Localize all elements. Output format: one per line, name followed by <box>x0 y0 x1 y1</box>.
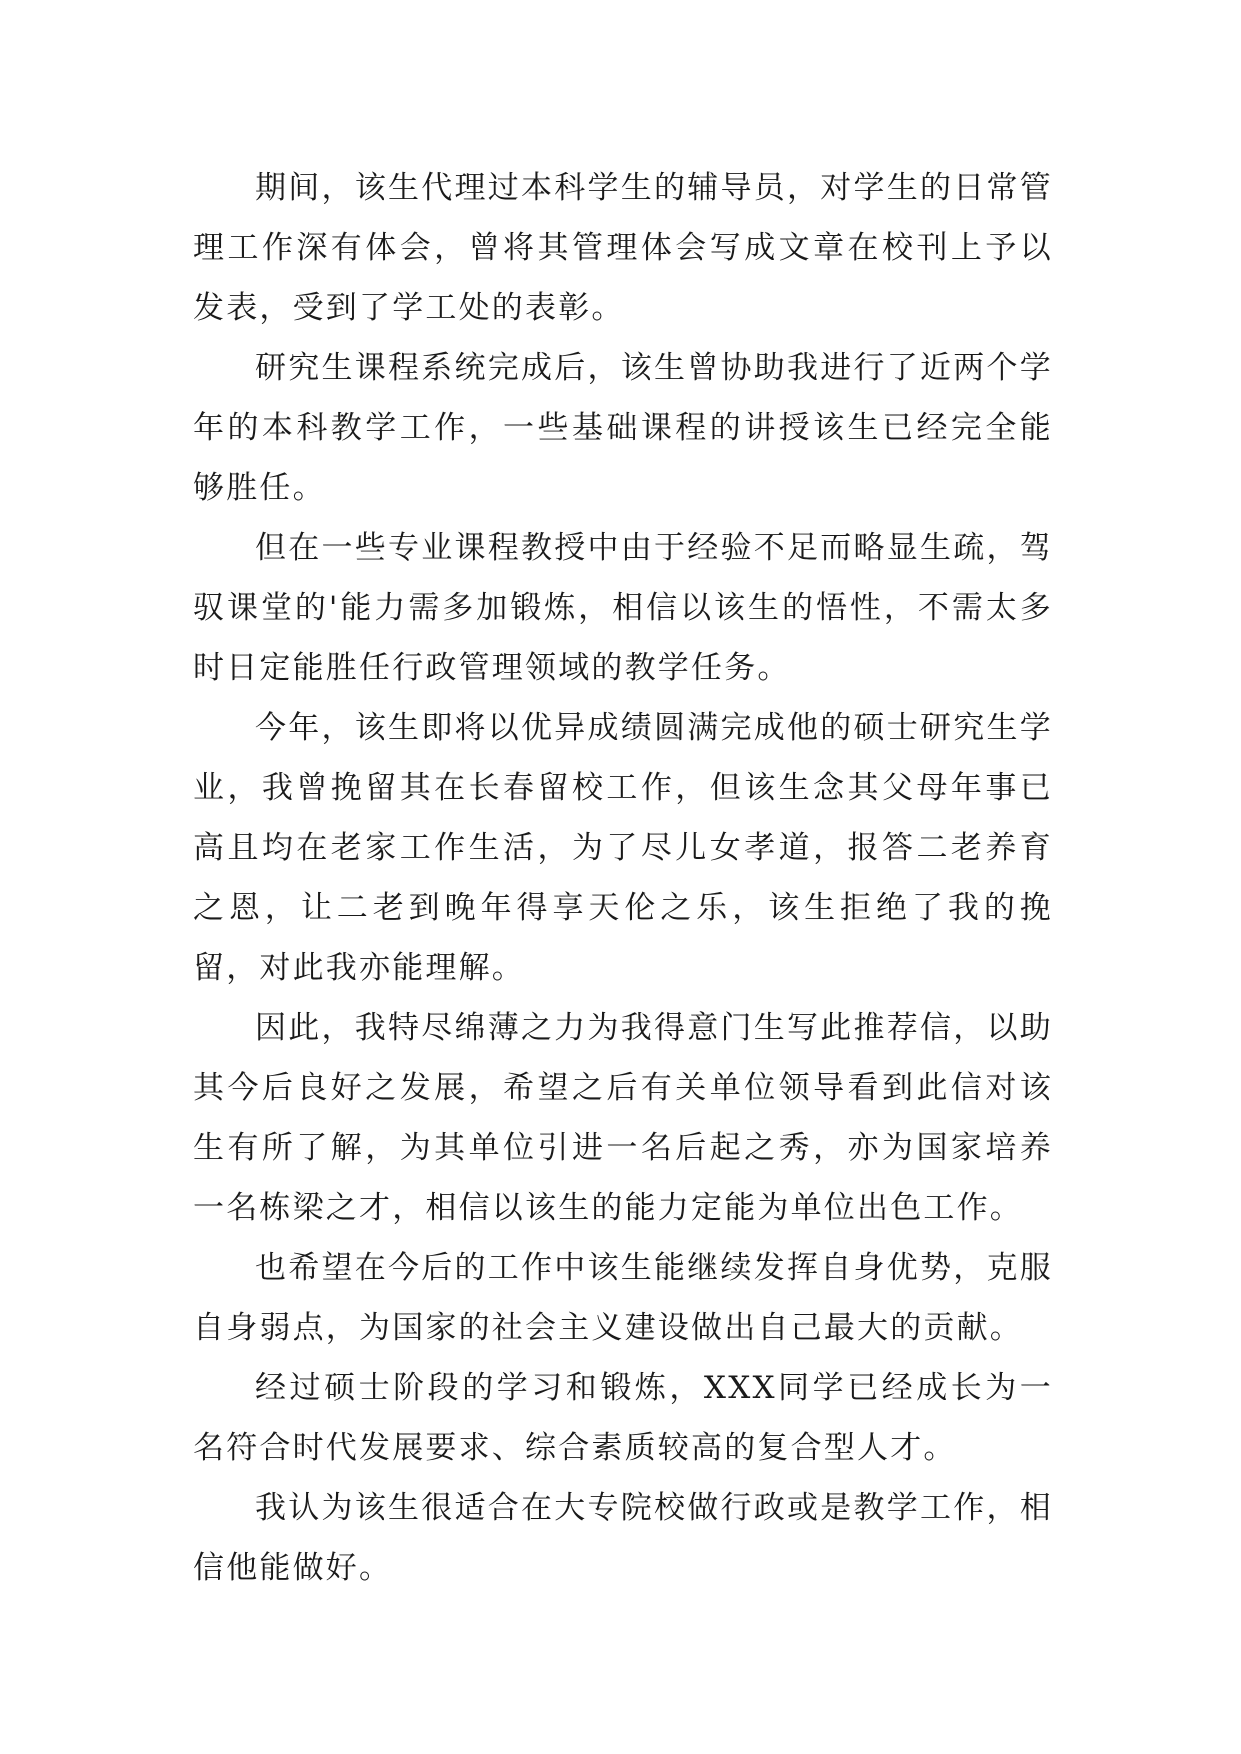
paragraph-1: 期间，该生代理过本科学生的辅导员，对学生的日常管理工作深有体会，曾将其管理体会写成文章在校刊上予以发表，受到了学工处的表彰。 <box>193 170 1053 326</box>
paragraph-8: 我认为该生很适合在大专院校做行政或是教学工作，相信他能做好。 <box>193 1490 1053 1586</box>
paragraph-6: 也希望在今后的工作中该生能继续发挥自身优势，克服自身弱点，为国家的社会主义建设做出自己最大的贡献。 <box>193 1250 1053 1346</box>
paragraph-5: 因此，我特尽绵薄之力为我得意门生写此推荐信，以助其今后良好之发展，希望之后有关单位领导看到此信对该生有所了解，为其单位引进一名后起之秀，亦为国家培养一名栋梁之才，相信以该生的能力定能为单位出色工作。 <box>193 1010 1053 1226</box>
paragraph-7: 经过硕士阶段的学习和锻炼，XXX同学已经成长为一名符合时代发展要求、综合素质较高的复合型人才。 <box>193 1370 1053 1466</box>
letter-body <box>193 158 1053 1598</box>
paragraph-3: 但在一些专业课程教授中由于经验不足而略显生疏，驾驭课堂的'能力需多加锻炼，相信以该生的悟性，不需太多时日定能胜任行政管理领域的教学任务。 <box>193 530 1053 686</box>
paragraph-4: 今年，该生即将以优异成绩圆满完成他的硕士研究生学业，我曾挽留其在长春留校工作，但该生念其父母年事已高且均在老家工作生活，为了尽儿女孝道，报答二老养育之恩，让二老到晚年得享天伦之乐，该生拒绝了我的挽留，对此我亦能理解。 <box>193 710 1053 986</box>
paragraph-2: 研究生课程系统完成后，该生曾协助我进行了近两个学年的本科教学工作，一些基础课程的讲授该生已经完全能够胜任。 <box>193 350 1053 506</box>
